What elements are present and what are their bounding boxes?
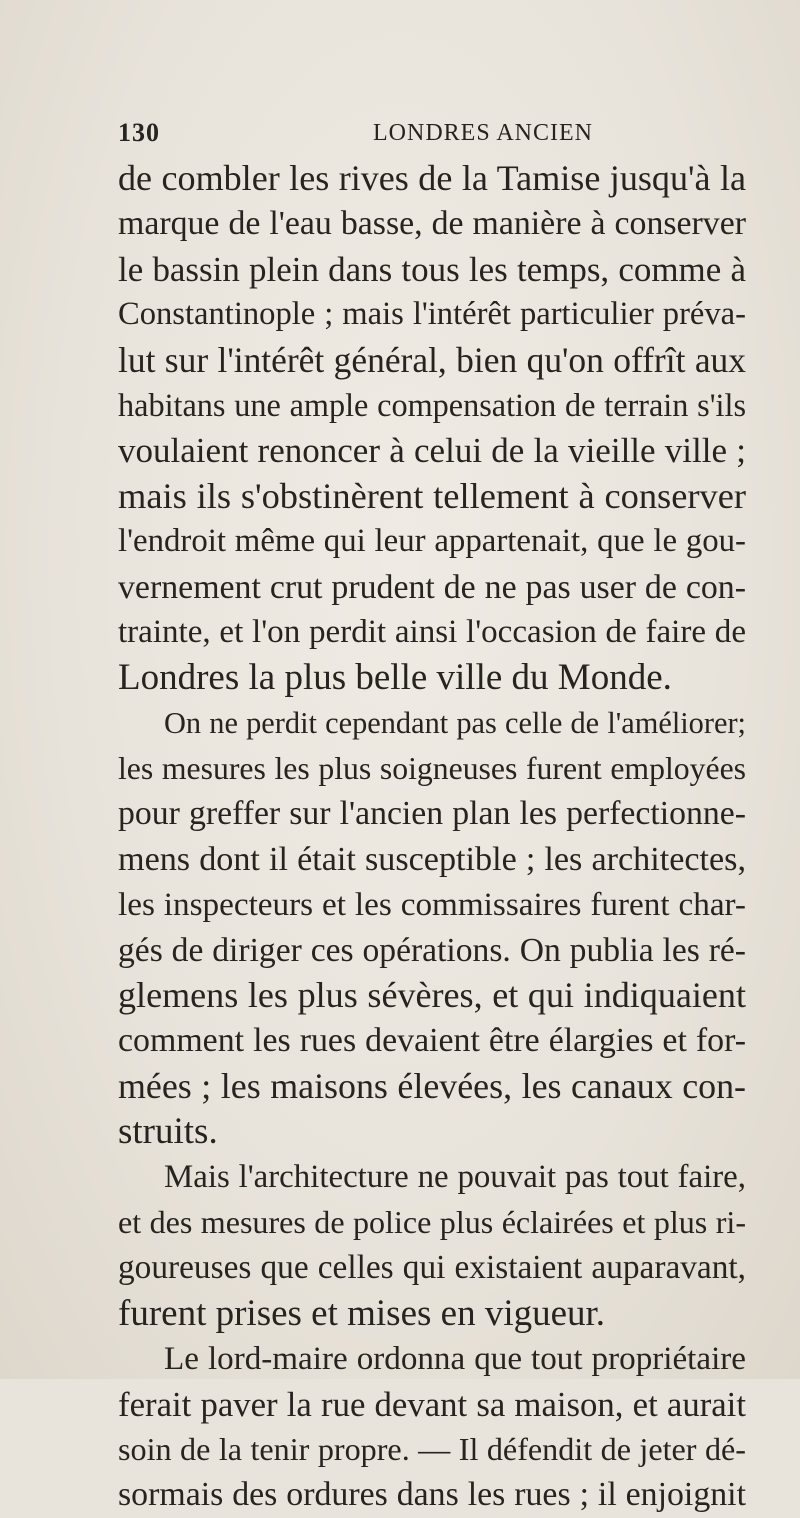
text-line: sormais des ordures dans les rues ; il enjoignit — [118, 1476, 746, 1514]
text-line: voulaient renoncer à celui de la vieille ville ; — [118, 431, 746, 471]
text-line: mens dont il était susceptible ; les architectes, — [118, 840, 746, 878]
text-line: les inspecteurs et les commissaires furent char- — [118, 886, 746, 924]
text-line: Mais l'architecture ne pouvait pas tout faire, — [164, 1158, 746, 1195]
text-line: mais ils s'obstinèrent tellement à conserver — [118, 475, 746, 516]
page-number: 130 — [118, 118, 160, 147]
text-line: lut sur l'intérêt général, bien qu'on offrît aux — [118, 339, 746, 380]
text-line: et des mesures de police plus éclairées et plus ri- — [118, 1203, 746, 1240]
text-line: Constantinople ; mais l'intérêt particulier préva- — [118, 296, 746, 333]
text-line: marque de l'eau basse, de manière à conserver — [118, 205, 746, 243]
text-line: goureuses que celles qui existaient auparavant, — [118, 1249, 746, 1287]
text-line: de combler les rives de la Tamise jusqu'à la — [118, 158, 746, 198]
page-header — [118, 118, 728, 152]
running-title: LONDRES ANCIEN — [373, 120, 594, 146]
text-line: Le lord-maire ordonna que tout propriétaire — [164, 1340, 746, 1378]
text-line: trainte, et l'on perdit ainsi l'occasion de faire de — [118, 613, 746, 650]
text-line: glemens les plus sévères, et qui indiquaient — [118, 975, 746, 1016]
text-line: l'endroit même qui leur appartenait, que le gou- — [118, 523, 746, 560]
text-line: gés de diriger ces opérations. On publia les ré- — [118, 931, 746, 969]
text-line: mées ; les maisons élevées, les canaux con- — [118, 1065, 746, 1106]
text-line: vernement crut prudent de ne pas user de con- — [118, 568, 746, 606]
text-line: comment les rues devaient être élargies et for- — [118, 1022, 746, 1060]
text-line: furent prises et mises en vigueur. — [118, 1292, 606, 1334]
text-line: pour greffer sur l'ancien plan les perfectionne- — [118, 795, 746, 833]
text-line: le bassin plein dans tous les temps, comme à — [118, 249, 746, 289]
text-line: les mesures les plus soigneuses furent employées — [118, 751, 746, 787]
text-line: soin de la tenir propre. — Il défendit de jeter dé- — [118, 1430, 746, 1467]
text-line: habitans une ample compensation de terrain s'ils — [118, 386, 746, 423]
body-text — [118, 156, 746, 1518]
text-line: struits. — [118, 1111, 218, 1153]
text-line: Londres la plus belle ville du Monde. — [118, 657, 672, 699]
text-line: On ne perdit cependant pas celle de l'améliorer; — [164, 705, 746, 740]
text-line: ferait paver la rue devant sa maison, et aurait — [118, 1384, 746, 1424]
